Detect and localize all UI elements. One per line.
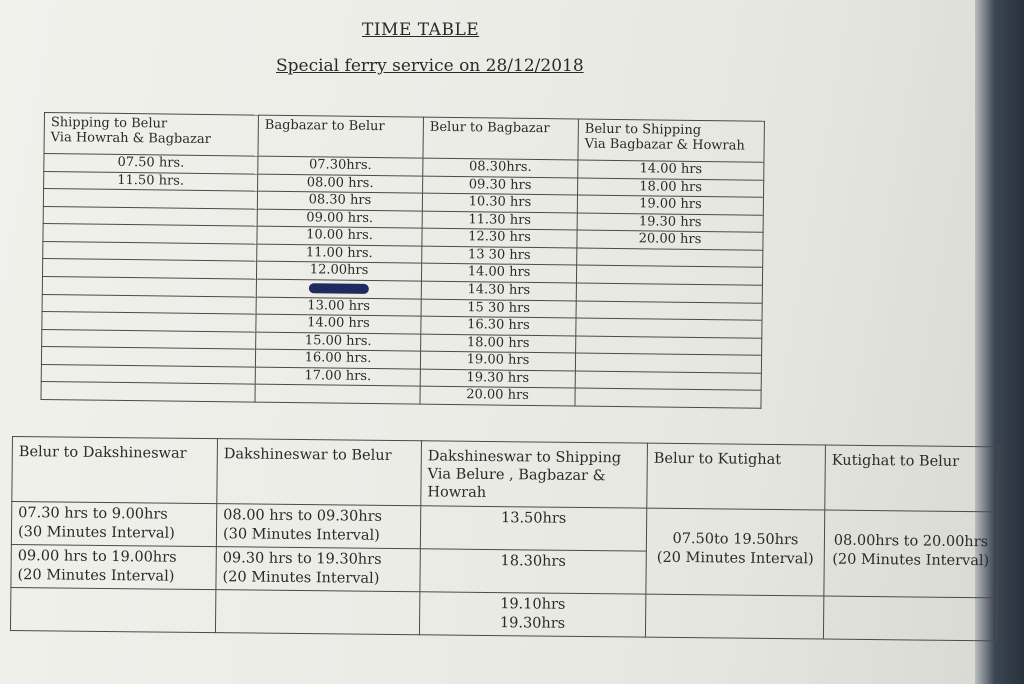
dakshineswar-belur-slot-1: 08.00 hrs to 09.30hrs (30 Minutes Interval)	[216, 504, 420, 549]
upper-header-3: Belur to Bagbazar	[423, 117, 578, 160]
timetable-cell: 14.00 hrs	[256, 314, 421, 334]
timetable-cell: 13 30 hrs	[422, 246, 577, 265]
dakshineswar-shipping-time: 18.30hrs	[420, 549, 646, 594]
timetable-cell	[576, 265, 762, 285]
timetable-cell: 19.00 hrs	[577, 195, 763, 215]
lower-header-row	[12, 437, 999, 512]
timetable-cell	[256, 279, 421, 299]
timetable-cell: 09.00 hrs.	[257, 209, 422, 229]
timetable-cell: 15.00 hrs.	[256, 332, 421, 352]
timetable-cell: 14.00 hrs	[578, 160, 764, 180]
timetable-cell	[577, 248, 763, 268]
timetable-cell	[576, 301, 762, 321]
timetable-cell	[41, 381, 255, 401]
timetable-cell	[576, 336, 762, 356]
timetable-cell: 18.00 hrs	[578, 178, 764, 198]
timetable-cell	[576, 283, 762, 303]
belur-dakshineswar-slot-2: 09.00 hrs to 19.00hrs (20 Minutes Interval)	[11, 544, 216, 589]
lower-header-2: Dakshineswar to Belur	[217, 439, 422, 506]
timetable-cell: 16.00 hrs.	[255, 349, 420, 369]
dakshineswar-belur-slot-2: 09.30 hrs to 19.30hrs (20 Minutes Interval)	[216, 547, 420, 592]
belur-kutighat-slot: 07.50to 19.50hrs (20 Minutes Interval)	[646, 508, 825, 596]
timetable-cell	[575, 371, 761, 391]
timetable-cell	[255, 384, 420, 404]
lower-header-4: Belur to Kutighat	[647, 443, 826, 510]
timetable-cell: 18.00 hrs	[421, 334, 576, 353]
lower-header-5: Kutighat to Belur	[825, 445, 999, 512]
timetable-cell: 10.30 hrs	[422, 193, 577, 212]
timetable-cell: 14.00 hrs	[421, 263, 576, 282]
timetable-cell: 13.00 hrs	[256, 297, 421, 317]
kutighat-belur-slot: 08.00hrs to 20.00hrs (20 Minutes Interval)	[824, 510, 998, 598]
timetable-cell: 19.00 hrs	[420, 351, 575, 370]
timetable-cell: 11.30 hrs	[422, 211, 577, 230]
timetable-cell: 15 30 hrs	[421, 299, 576, 318]
upper-timetable	[40, 112, 764, 408]
timetable-cell: 11.00 hrs.	[257, 244, 422, 264]
timetable-cell: 19.30 hrs	[420, 369, 575, 388]
ink-blot	[309, 283, 369, 294]
timetable-cell: 14.30 hrs	[421, 281, 576, 301]
timetable-cell	[576, 318, 762, 338]
page-subtitle: Special ferry service on 28/12/2018	[276, 56, 584, 76]
upper-header-2: Bagbazar to Belur	[258, 115, 423, 158]
upper-header-4: Belur to Shipping Via Bagbazar & Howrah	[578, 119, 764, 162]
timetable-cell	[575, 353, 761, 373]
timetable-cell	[575, 388, 761, 408]
timetable-cell: 12.30 hrs	[422, 228, 577, 247]
lower-header-1: Belur to Dakshineswar	[12, 437, 218, 504]
timetable-cell: 07.50 hrs.	[44, 154, 258, 174]
empty-cell	[10, 587, 215, 632]
timetable-cell: 17.00 hrs.	[255, 367, 420, 387]
timetable-cell: 09.30 hrs	[423, 176, 578, 195]
upper-header-1: Shipping to Belur Via Howrah & Bagbazar	[44, 113, 258, 157]
page-title: TIME TABLE	[362, 20, 480, 40]
timetable-cell: 08.30 hrs	[257, 191, 422, 211]
lower-header-3: Dakshineswar to Shipping Via Belure , Bagbazar & Howrah	[421, 441, 648, 508]
dakshineswar-shipping-time: 19.10hrs 19.30hrs	[419, 592, 645, 637]
timetable-cell: 11.50 hrs.	[44, 171, 258, 191]
timetable-cell: 08.30hrs.	[423, 158, 578, 177]
lower-timetable	[10, 436, 999, 641]
timetable-cell: 10.00 hrs.	[257, 226, 422, 246]
timetable-cell: 20.00 hrs	[577, 230, 763, 250]
timetable-cell: 20.00 hrs	[420, 386, 575, 405]
dakshineswar-shipping-time: 13.50hrs	[420, 506, 646, 551]
timetable-cell: 16.30 hrs	[421, 316, 576, 335]
belur-dakshineswar-slot-1: 07.30 hrs to 9.00hrs (30 Minutes Interval)	[11, 502, 216, 547]
timetable-cell: 07.30hrs.	[258, 156, 423, 176]
empty-cell	[215, 590, 419, 635]
empty-cell	[645, 594, 823, 639]
timetable-cell: 19.30 hrs	[577, 213, 763, 233]
timetable-cell: 12.00hrs	[256, 261, 421, 281]
empty-cell	[823, 596, 996, 641]
timetable-cell: 08.00 hrs.	[258, 174, 423, 194]
